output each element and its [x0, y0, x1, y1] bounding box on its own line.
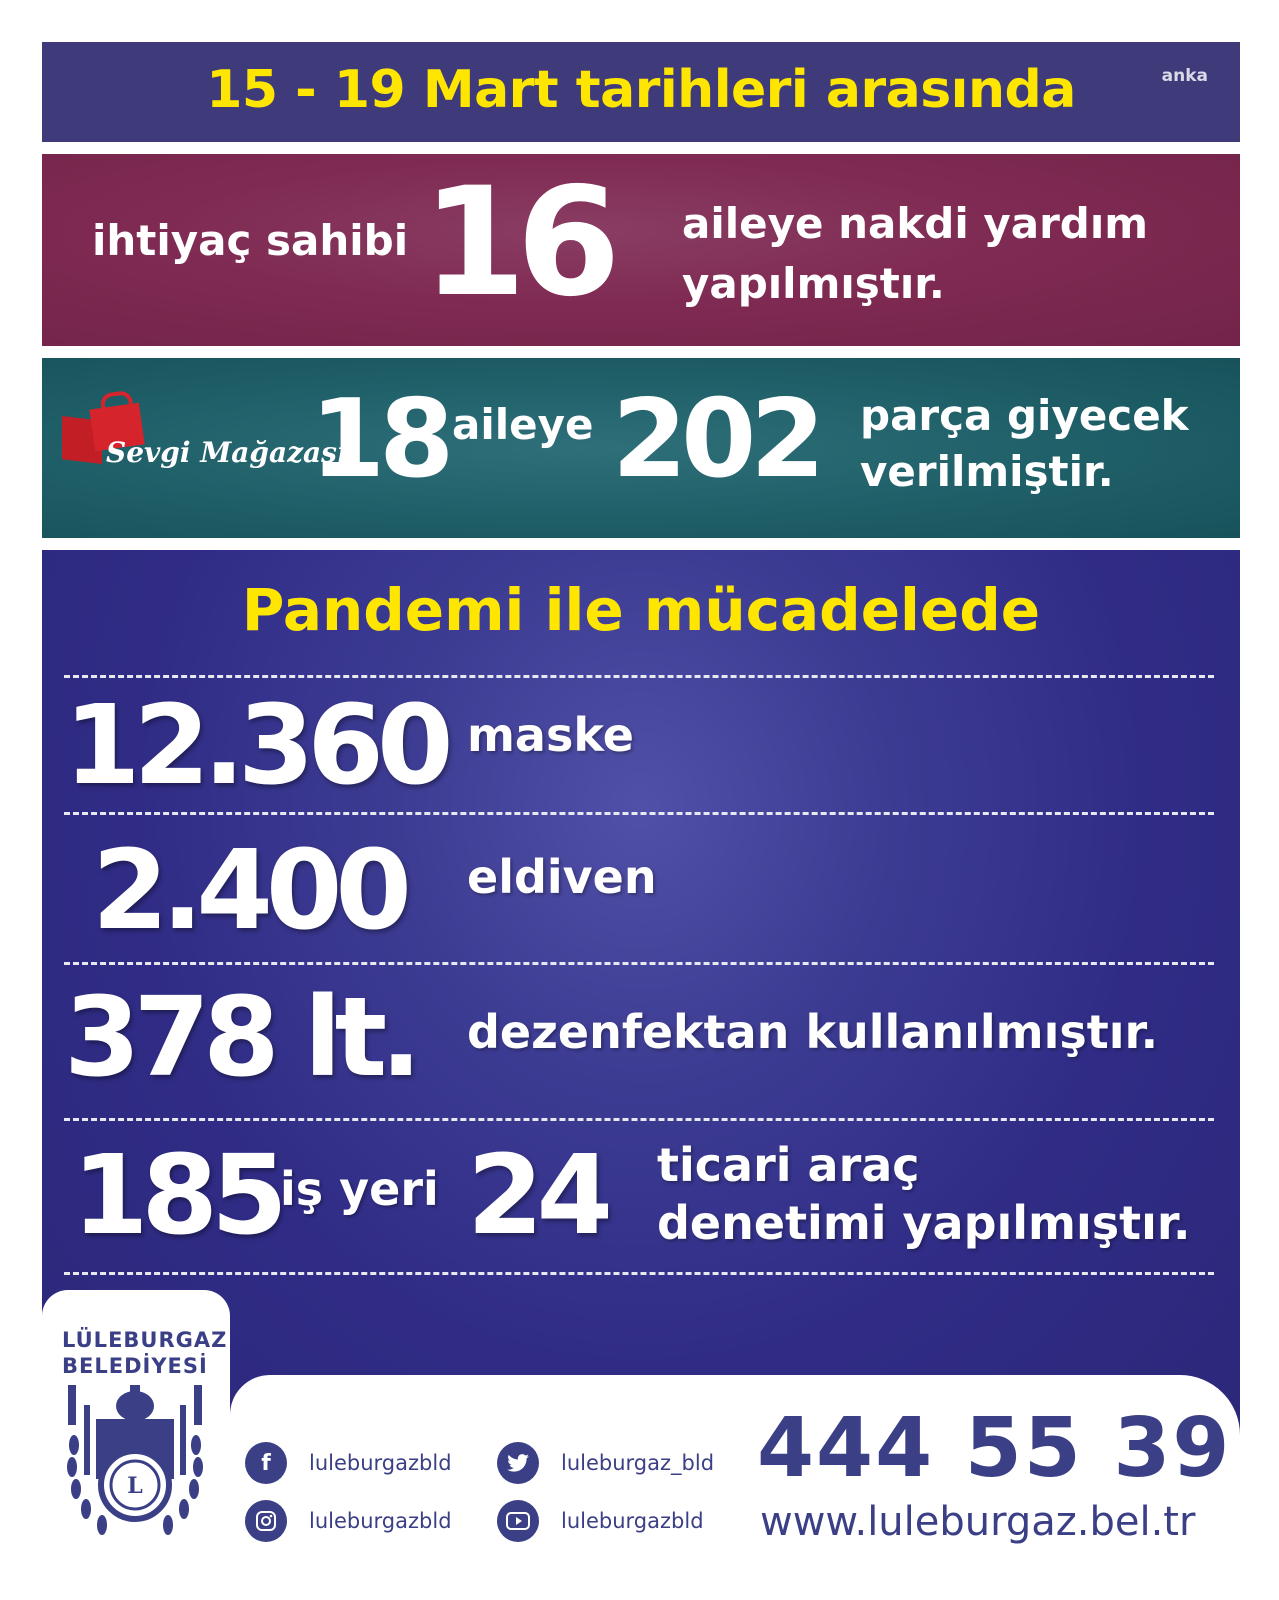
- mask-count: 12.360: [64, 681, 447, 809]
- twitter-icon: [497, 1442, 539, 1484]
- clothes-suffix: [860, 388, 1189, 500]
- divider: [64, 1118, 1214, 1121]
- facebook-handle: luleburgazbld: [309, 1451, 452, 1475]
- business-label: iş yeri: [280, 1162, 439, 1216]
- instagram-icon: [245, 1500, 287, 1542]
- org-name-line2: BELEDİYESİ: [62, 1354, 208, 1378]
- clothes-family-count: 18: [310, 377, 449, 502]
- aid-family-count: 16: [422, 156, 611, 330]
- youtube-icon: [497, 1500, 539, 1542]
- youtube-link[interactable]: [497, 1500, 704, 1542]
- business-count: 185: [72, 1131, 281, 1259]
- clothes-banner: [42, 358, 1240, 538]
- mask-label: maske: [467, 708, 634, 762]
- watermark: anka: [1161, 66, 1208, 86]
- vehicle-label-line1: ticari araç: [657, 1138, 920, 1192]
- instagram-handle: luleburgazbld: [309, 1509, 452, 1533]
- clothes-suffix-line2: verilmiştir.: [860, 447, 1114, 496]
- facebook-link[interactable]: [245, 1442, 452, 1484]
- vehicle-count: 24: [467, 1131, 607, 1259]
- disinfectant-amount: 378 lt.: [64, 973, 415, 1101]
- aid-suffix-line2: yapılmıştır.: [682, 259, 945, 308]
- facebook-icon: f: [245, 1442, 287, 1484]
- aid-suffix: [682, 194, 1148, 314]
- divider: [64, 1272, 1214, 1275]
- municipality-logo-panel: [42, 1290, 230, 1558]
- pandemic-title: Pandemi ile mücadelede: [241, 576, 1041, 644]
- twitter-link[interactable]: [497, 1442, 714, 1484]
- municipality-emblem-icon: [60, 1385, 210, 1545]
- svg-text:L: L: [127, 1473, 143, 1499]
- vehicle-label: [657, 1136, 1190, 1252]
- disinfectant-label: dezenfektan kullanılmıştır.: [467, 1005, 1159, 1059]
- aid-prefix: ihtiyaç sahibi: [92, 216, 409, 265]
- twitter-handle: luleburgaz_bld: [561, 1451, 715, 1475]
- glove-label: eldiven: [467, 850, 657, 904]
- clothes-piece-count: 202: [612, 377, 820, 502]
- glove-count: 2.400: [92, 826, 405, 954]
- sevgi-magazasi-logo: [62, 396, 348, 486]
- org-name-line1: LÜLEBURGAZ: [62, 1328, 228, 1352]
- divider: [64, 812, 1214, 815]
- store-logo-text: Sevgi Mağazası: [106, 436, 348, 469]
- header-banner: [42, 42, 1240, 142]
- instagram-link[interactable]: [245, 1500, 452, 1542]
- divider: [64, 675, 1214, 678]
- aid-suffix-line1: aileye nakdi yardım: [682, 199, 1149, 248]
- divider: [64, 962, 1214, 965]
- date-range-title: 15 - 19 Mart tarihleri arasında: [206, 60, 1076, 120]
- clothes-suffix-line1: parça giyecek: [860, 391, 1189, 440]
- cash-aid-banner: [42, 154, 1240, 346]
- clothes-family-label: aileye: [452, 400, 594, 449]
- website-link[interactable]: www.luleburgaz.bel.tr: [760, 1499, 1196, 1545]
- youtube-handle: luleburgazbld: [561, 1509, 704, 1533]
- phone-number[interactable]: 444 55 39: [757, 1401, 1232, 1496]
- vehicle-label-line2: denetimi yapılmıştır.: [657, 1196, 1191, 1250]
